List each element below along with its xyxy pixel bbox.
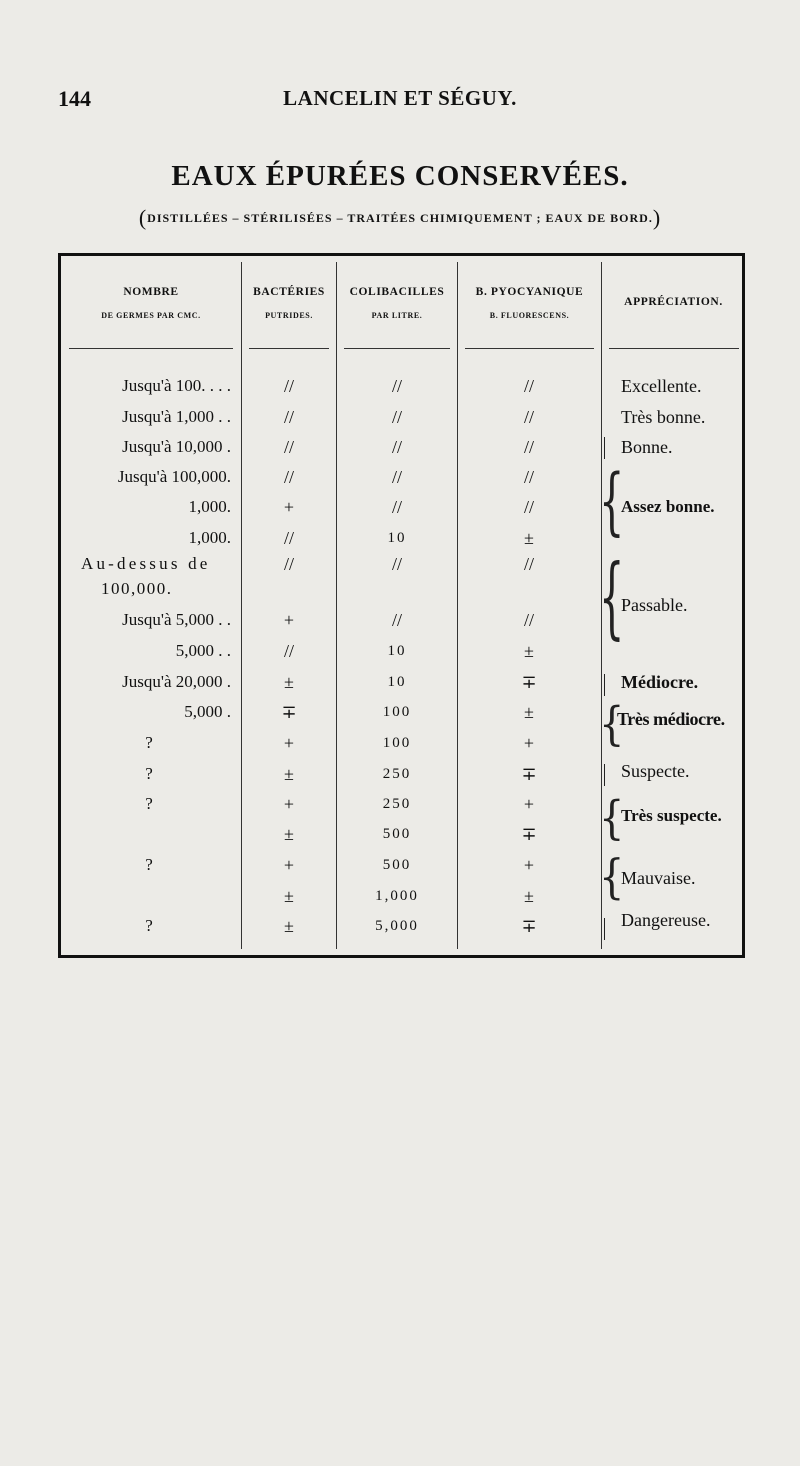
- header-rule: [465, 348, 594, 349]
- appreciation-label: Médiocre.: [621, 672, 699, 692]
- bacteries-cell: //: [283, 376, 294, 396]
- colibacilles-cell: 10: [387, 530, 407, 546]
- nombre-cell: 1,000.: [188, 528, 231, 547]
- nombre-cell: Jusqu'à 20,000 .: [122, 672, 231, 691]
- pyocyanique-cell: ∓: [521, 764, 537, 784]
- appreciation-label: Dangereuse.: [621, 910, 711, 930]
- bacteries-cell: +: [283, 733, 295, 753]
- header-pyocyanique-main: B. PYOCYANIQUE: [475, 286, 584, 298]
- bacteries-cell: //: [283, 641, 294, 661]
- nombre-cell: 100,000.: [101, 579, 173, 598]
- bacteries-cell: ±: [284, 886, 294, 906]
- header-pyocyanique-sub: B. FLUORESCENS.: [489, 310, 570, 320]
- colibacilles-cell: 100: [382, 704, 412, 720]
- header-bacteries-sub: PUTRIDES.: [265, 310, 313, 320]
- header-nombre-sub: DE GERMES PAR CMC.: [101, 310, 201, 320]
- pyocyanique-cell: //: [523, 554, 534, 574]
- bacteries-cell: //: [283, 407, 294, 427]
- pyocyanique-cell: +: [523, 733, 535, 753]
- bacteries-cell: ±: [284, 764, 294, 784]
- column-divider: [241, 262, 242, 949]
- colibacilles-cell: 500: [382, 857, 412, 873]
- colibacilles-cell: 250: [382, 796, 412, 812]
- pyocyanique-cell: //: [523, 376, 534, 396]
- header-nombre: [61, 286, 241, 320]
- nombre-cell: Jusqu'à 100. . . .: [122, 376, 231, 395]
- bacteries-cell: +: [283, 497, 295, 517]
- appreciation-label: Très suspecte.: [621, 806, 722, 825]
- bacteries-cell: //: [283, 554, 294, 574]
- nombre-cell: ?: [145, 916, 153, 935]
- group-bar: [604, 918, 605, 940]
- appreciation-label: Très médiocre.: [617, 709, 725, 729]
- header-bacteries: [242, 286, 336, 320]
- group-brace: {: [599, 698, 625, 752]
- subtitle-close-paren: ): [652, 205, 662, 230]
- nombre-cell: Au-dessus de: [81, 554, 211, 573]
- table-subtitle: [0, 205, 800, 231]
- pyocyanique-cell: //: [523, 497, 534, 517]
- pyocyanique-cell: //: [523, 467, 534, 487]
- appreciation-label: Excellente.: [621, 376, 702, 396]
- data-table: [58, 253, 745, 958]
- nombre-cell: ?: [145, 764, 153, 783]
- header-nombre-main: NOMBRE: [123, 286, 179, 298]
- nombre-cell: Jusqu'à 100,000.: [117, 467, 231, 486]
- nombre-cell: Jusqu'à 5,000 . .: [122, 610, 231, 629]
- column-divider: [336, 262, 337, 949]
- appreciation-label: Assez bonne.: [621, 497, 715, 516]
- header-rule: [609, 348, 739, 349]
- group-brace: {: [599, 547, 625, 650]
- appreciation-label: Bonne.: [621, 437, 673, 457]
- appreciation-label: Passable.: [621, 595, 688, 615]
- nombre-cell: ?: [145, 733, 153, 752]
- pyocyanique-cell: //: [523, 407, 534, 427]
- subtitle-text: DISTILLÉES – STÉRILISÉES – TRAITÉES CHIMIQUEMENT ; EAUX DE BORD.: [147, 211, 653, 225]
- pyocyanique-cell: ±: [524, 641, 534, 661]
- bacteries-cell: //: [283, 528, 294, 548]
- colibacilles-cell: 10: [387, 674, 407, 690]
- colibacilles-cell: //: [391, 437, 402, 457]
- header-pyocyanique: [458, 286, 601, 320]
- header-colibacilles-main: COLIBACILLES: [349, 286, 445, 298]
- group-brace: {: [599, 792, 625, 846]
- running-title: LANCELIN ET SÉGUY.: [283, 86, 517, 110]
- appreciation-label: Mauvaise.: [621, 868, 696, 888]
- bacteries-cell: +: [283, 794, 295, 814]
- nombre-cell: ?: [145, 855, 153, 874]
- pyocyanique-cell: +: [523, 855, 535, 875]
- colibacilles-cell: 5,000: [375, 918, 419, 934]
- appreciation-label: Suspecte.: [621, 761, 690, 781]
- header-rule: [344, 348, 450, 349]
- header-appreciation-main: APPRÉCIATION.: [624, 296, 723, 308]
- running-head: [0, 86, 800, 116]
- pyocyanique-cell: ±: [524, 528, 534, 548]
- colibacilles-cell: //: [391, 497, 402, 517]
- column-divider: [457, 262, 458, 949]
- bacteries-cell: //: [283, 437, 294, 457]
- group-bar: [604, 674, 605, 696]
- colibacilles-cell: //: [391, 554, 402, 574]
- colibacilles-cell: 10: [387, 643, 407, 659]
- nombre-cell: Jusqu'à 1,000 . .: [122, 407, 231, 426]
- header-rule: [249, 348, 329, 349]
- bacteries-cell: +: [283, 610, 295, 630]
- header-colibacilles-sub: PAR LITRE.: [371, 310, 423, 320]
- header-rule: [69, 348, 233, 349]
- pyocyanique-cell: ∓: [521, 672, 537, 692]
- appreciation-label: Très bonne.: [621, 407, 706, 427]
- colibacilles-cell: 1,000: [375, 888, 419, 904]
- group-bar: [604, 437, 605, 459]
- pyocyanique-cell: ±: [524, 886, 534, 906]
- colibacilles-cell: 100: [382, 735, 412, 751]
- nombre-cell: ?: [145, 794, 153, 813]
- pyocyanique-cell: ∓: [521, 824, 537, 844]
- colibacilles-cell: //: [391, 467, 402, 487]
- nombre-cell: 1,000.: [188, 497, 231, 516]
- pyocyanique-cell: ±: [524, 702, 534, 722]
- bacteries-cell: //: [283, 467, 294, 487]
- bacteries-cell: ±: [284, 916, 294, 936]
- bacteries-cell: ∓: [281, 702, 297, 722]
- colibacilles-cell: //: [391, 610, 402, 630]
- header-colibacilles: [337, 286, 457, 320]
- header-appreciation: [602, 296, 745, 309]
- nombre-cell: 5,000 . .: [175, 641, 231, 660]
- header-bacteries-main: BACTÉRIES: [253, 286, 325, 298]
- pyocyanique-cell: +: [523, 794, 535, 814]
- colibacilles-cell: 250: [382, 766, 412, 782]
- nombre-cell: Jusqu'à 10,000 .: [122, 437, 231, 456]
- group-bar: [604, 764, 605, 786]
- group-brace: {: [599, 460, 625, 545]
- pyocyanique-cell: ∓: [521, 916, 537, 936]
- page-number: 144: [58, 86, 91, 111]
- group-brace: {: [599, 850, 625, 905]
- colibacilles-cell: //: [391, 407, 402, 427]
- colibacilles-cell: //: [391, 376, 402, 396]
- subtitle-open-paren: (: [138, 205, 148, 230]
- nombre-cell: 5,000 .: [184, 702, 231, 721]
- bacteries-cell: +: [283, 855, 295, 875]
- colibacilles-cell: 500: [382, 826, 412, 842]
- pyocyanique-cell: //: [523, 437, 534, 457]
- table-title: EAUX ÉPURÉES CONSERVÉES.: [171, 160, 629, 192]
- bacteries-cell: ±: [284, 824, 294, 844]
- bacteries-cell: ±: [284, 672, 294, 692]
- pyocyanique-cell: //: [523, 610, 534, 630]
